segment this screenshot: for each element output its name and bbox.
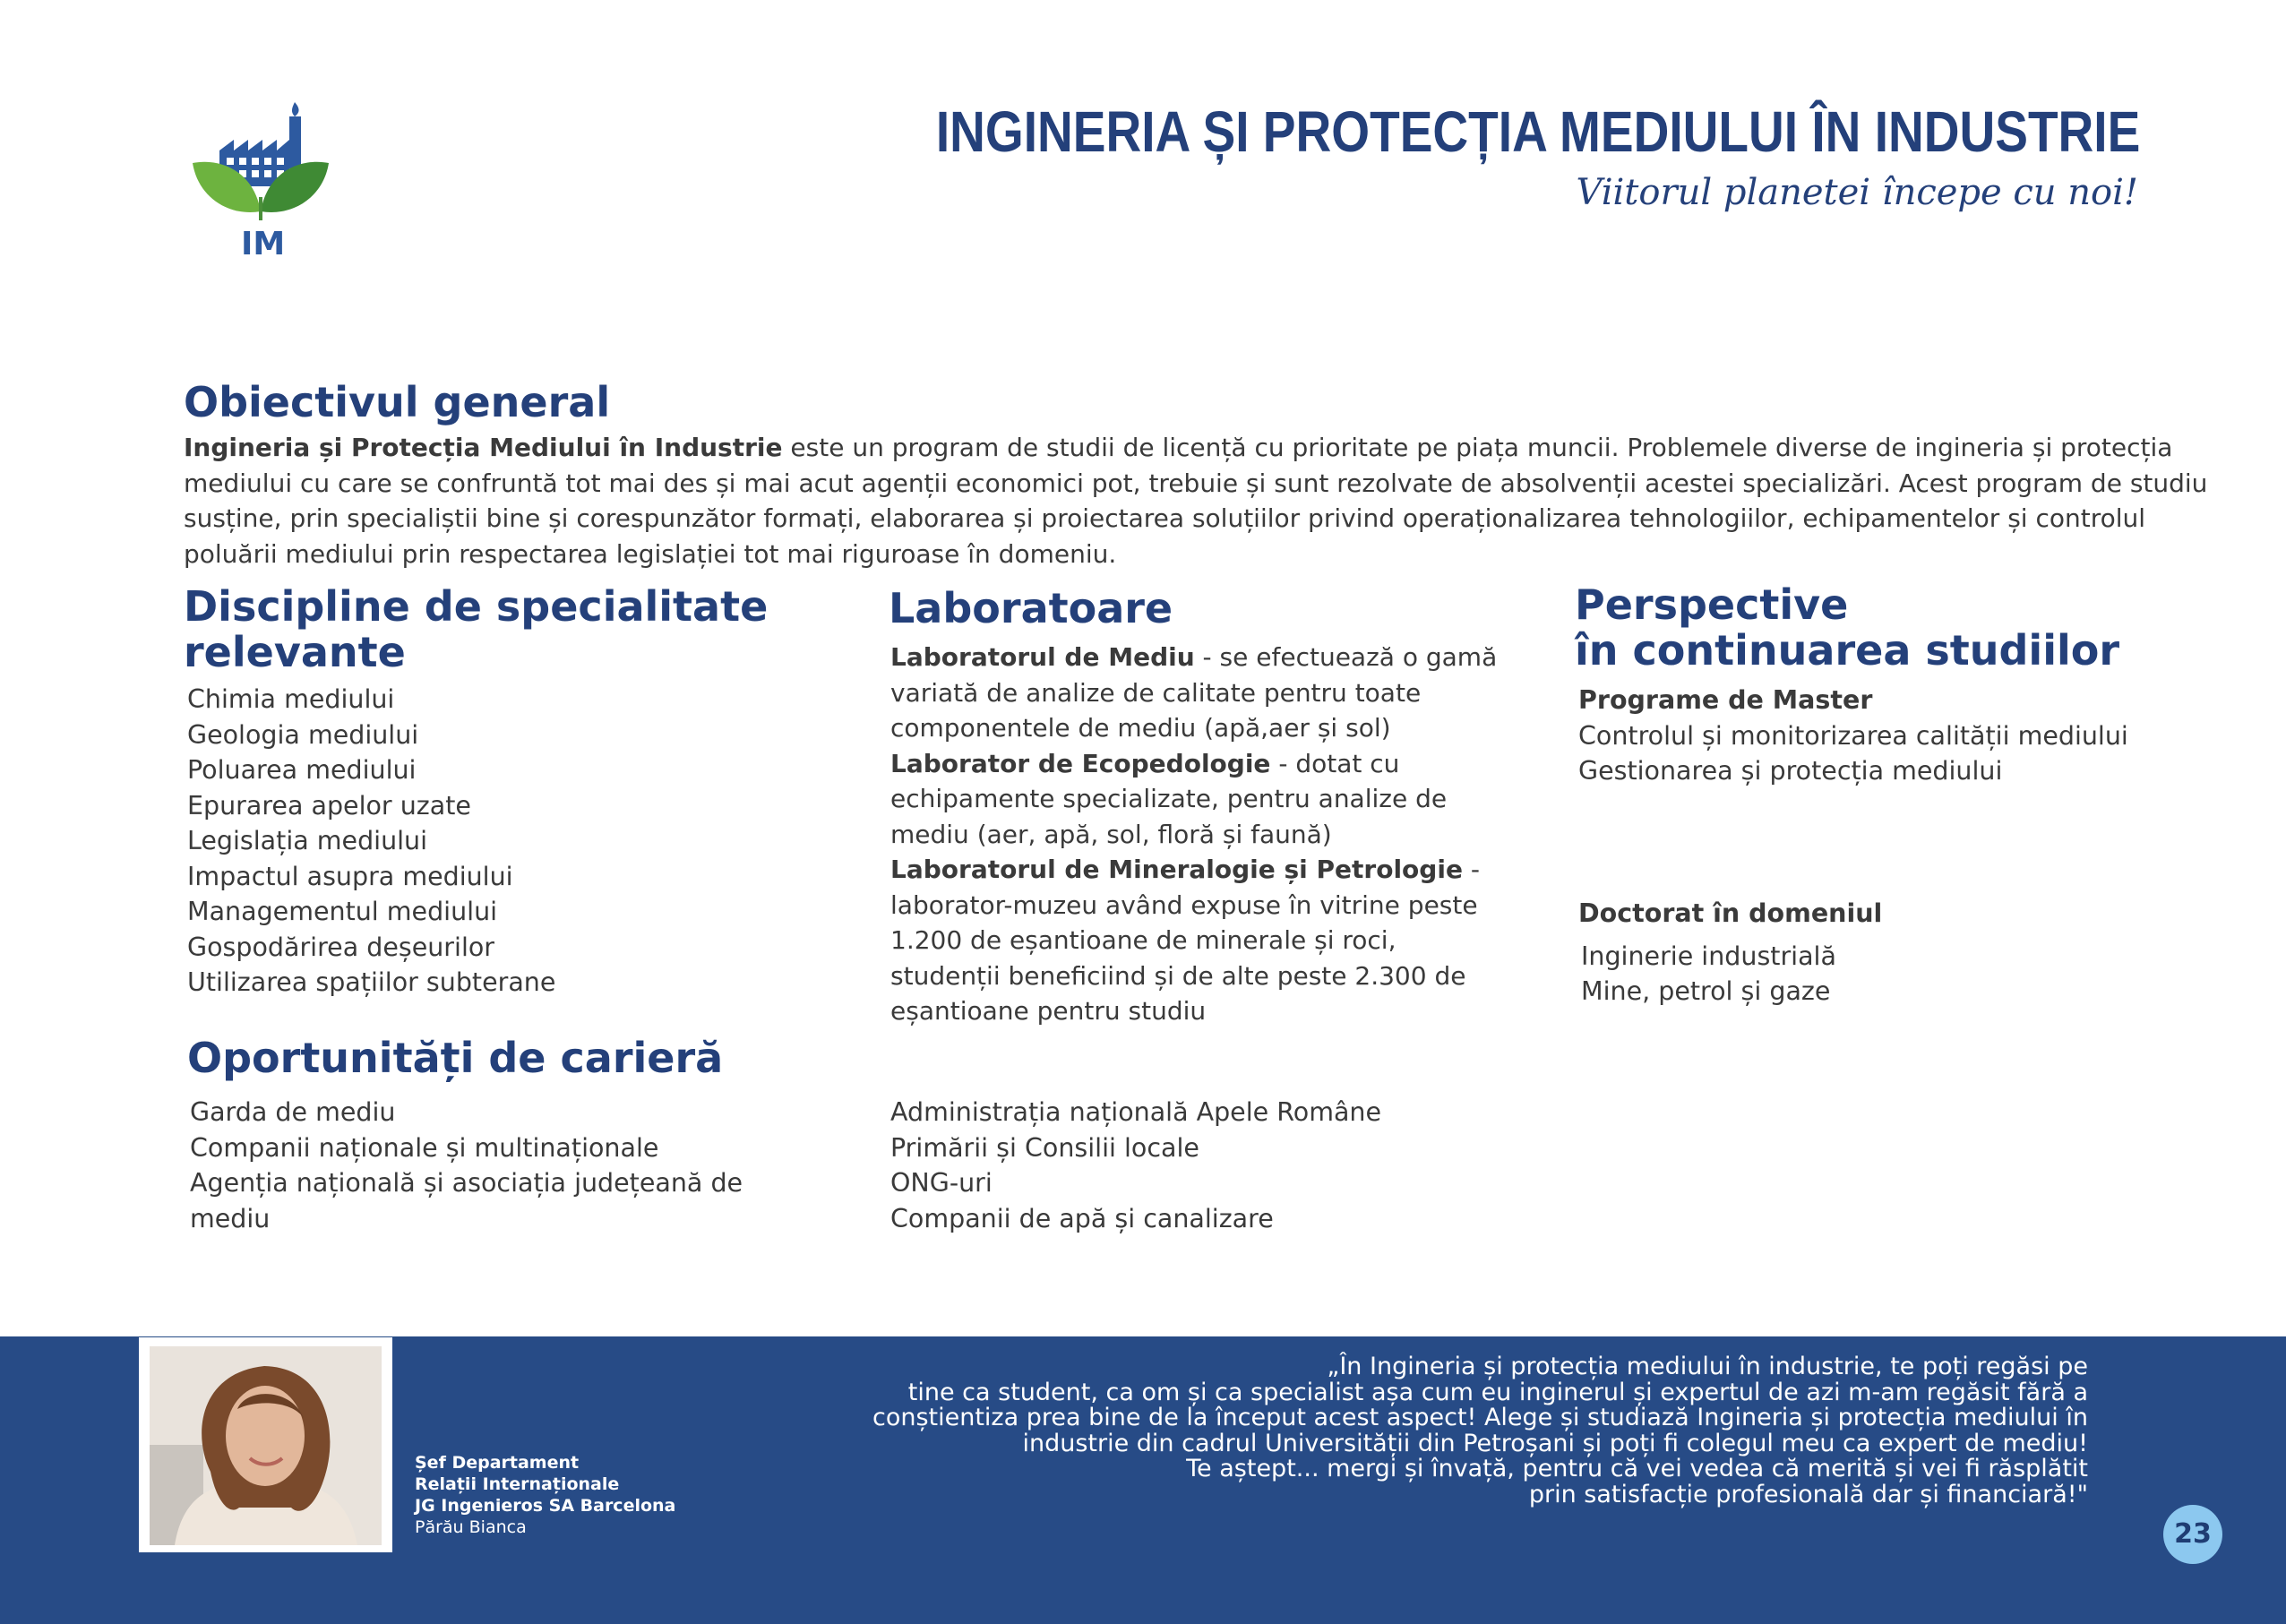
list-item: Gospodărirea deșeurilor <box>187 932 495 962</box>
quote-line: industrie din cadrul Universității din Petroșani și poți fi colegul meu ca expert de mediu! <box>1022 1429 2088 1457</box>
quote-line: prin satisfacție profesională dar și financiară!" <box>1528 1480 2088 1508</box>
lab-line: laborator-muzeu având expuse în vitrine peste <box>890 889 1478 920</box>
list-item: Chimia mediului <box>187 684 395 714</box>
doctorate-label: Doctorat în domeniul <box>1578 898 1883 928</box>
list-item: Mine, petrol și gaze <box>1581 976 1831 1006</box>
labs-list <box>890 640 1553 1029</box>
lab-line: eșantioane pentru studiu <box>890 996 1207 1026</box>
lab-name: Laborator de Ecopedologie <box>890 748 1271 778</box>
lab-line: echipamente specializate, pentru analize de <box>890 784 1448 813</box>
quote-line: tine ca student, ca om și ca specialist așa cum eu inginerul și expertul de azi m-am regăsit fără a <box>907 1378 2088 1406</box>
perspectives-heading-line1: Perspective <box>1575 580 1849 629</box>
logo-text: IM <box>241 226 286 262</box>
lab-entry <box>890 746 1553 853</box>
list-item: ONG-uri <box>890 1168 993 1198</box>
list-item: Geologia mediului <box>187 719 419 750</box>
lab-line: - <box>1462 855 1480 884</box>
list-item: Agenția națională și asociația județeană de <box>190 1168 743 1198</box>
objective-paragraph <box>184 430 2208 571</box>
objective-text: este un program de studii de licență cu prioritate pe piața muncii. Problemele diverse de ingineria și protecția mediului cu care se confruntă tot mai des și mai acut agenții economici pot, trebuie și sunt rezolvate de absolvenții acestei specializări. Acest program de studiu susține, prin specialiștii bine și corespunzător formați, elaborarea și proiectarea soluțiilor privind operaționalizarea tehnologiilor, echipamentelor și controlul poluării mediului prin respectarea legislației tot mai riguroase în domeniu. <box>184 433 2208 569</box>
doctorate-programs <box>1578 896 1882 1010</box>
list-item: Epurarea apelor uzate <box>187 790 471 821</box>
list-item: Administrația națională Apele Române <box>890 1097 1382 1127</box>
page-slogan: Viitorul planetei începe cu noi! <box>1576 172 2138 213</box>
list-item: Utilizarea spațiilor subterane <box>187 967 556 997</box>
quote-line: Te aștept... mergi și învață, pentru că vei vedea că merită și vei fi răsplătit <box>1186 1455 2088 1482</box>
list-item: Poluarea mediului <box>187 755 417 785</box>
careers-list-2 <box>890 1095 1381 1236</box>
quote-line: conștientiza prea bine de la început acest aspect! Alege și studiază Ingineria și protecția mediului în <box>872 1404 2088 1431</box>
page-number-badge: 23 <box>2163 1505 2222 1564</box>
list-item: Inginerie industrială <box>1581 941 1836 971</box>
program-logo <box>184 97 354 267</box>
lab-name: Laboratorul de Mediu <box>890 642 1195 672</box>
company-name: JG Ingenieros SA Barcelona <box>415 1496 676 1516</box>
list-item: Companii de apă și canalizare <box>890 1203 1274 1233</box>
list-item: Gestionarea și protecția mediului <box>1578 756 2003 786</box>
list-item: Managementul mediului <box>187 897 498 926</box>
person-name: Părău Bianca <box>415 1517 527 1537</box>
lab-line: 1.200 de eșantioane de minerale și roci, <box>890 925 1397 955</box>
testimonial-photo <box>139 1337 392 1552</box>
master-programs <box>1578 683 2128 789</box>
testimonial-credit <box>415 1452 675 1538</box>
lab-line: componentele de mediu (apă,aer și sol) <box>890 713 1391 743</box>
lab-entry <box>890 640 1553 746</box>
testimonial-quote <box>565 1354 2088 1508</box>
disciplines-heading <box>184 584 768 675</box>
list-item: Legislația mediului <box>187 826 428 855</box>
disciplines-heading-line2: relevante <box>184 628 406 676</box>
perspectives-heading <box>1575 582 2119 674</box>
lab-line: - se efectuează o gamă <box>1194 642 1498 672</box>
role-line2: Relații Internaționale <box>415 1474 620 1494</box>
master-label: Programe de Master <box>1578 685 1873 715</box>
lab-line: - dotat cu <box>1270 748 1400 778</box>
quote-line: „În Ingineria și protecția mediului în industrie, te poți regăsi pe <box>1327 1353 2088 1380</box>
list-item: Garda de mediu <box>190 1097 396 1127</box>
page-title: INGINERIA ȘI PROTECȚIA MEDIULUI ÎN INDUSTRIE <box>935 99 2140 164</box>
objective-heading: Obiectivul general <box>184 378 611 426</box>
objective-bold-lead: Ingineria și Protecția Mediului în Industrie <box>184 433 783 462</box>
role-line1: Șef Departament <box>415 1453 580 1473</box>
careers-heading: Oportunități de carieră <box>187 1034 724 1082</box>
lab-entry <box>890 852 1553 1029</box>
list-item: Controlul și monitorizarea calității mediului <box>1578 720 2128 751</box>
disciplines-list <box>187 682 555 1001</box>
labs-heading: Laboratoare <box>889 584 1173 632</box>
person-portrait-icon <box>139 1337 392 1552</box>
lab-name: Laboratorul de Mineralogie și Petrologie <box>890 855 1463 884</box>
list-item: Impactul asupra mediului <box>187 861 513 891</box>
careers-list-1 <box>190 1095 743 1236</box>
lab-line: variată de analize de calitate pentru toate <box>890 677 1422 708</box>
list-item: mediu <box>190 1203 271 1233</box>
list-item: Primării și Consilii locale <box>890 1132 1199 1163</box>
lab-line: studenții beneficiind și de alte peste 2.300 de <box>890 960 1466 991</box>
disciplines-heading-line1: Discipline de specialitate <box>184 582 769 631</box>
perspectives-heading-line2: în continuarea studiilor <box>1575 626 2120 675</box>
list-item: Companii naționale și multinaționale <box>190 1132 659 1163</box>
lab-line: mediu (aer, apă, sol, floră și faună) <box>890 819 1332 849</box>
